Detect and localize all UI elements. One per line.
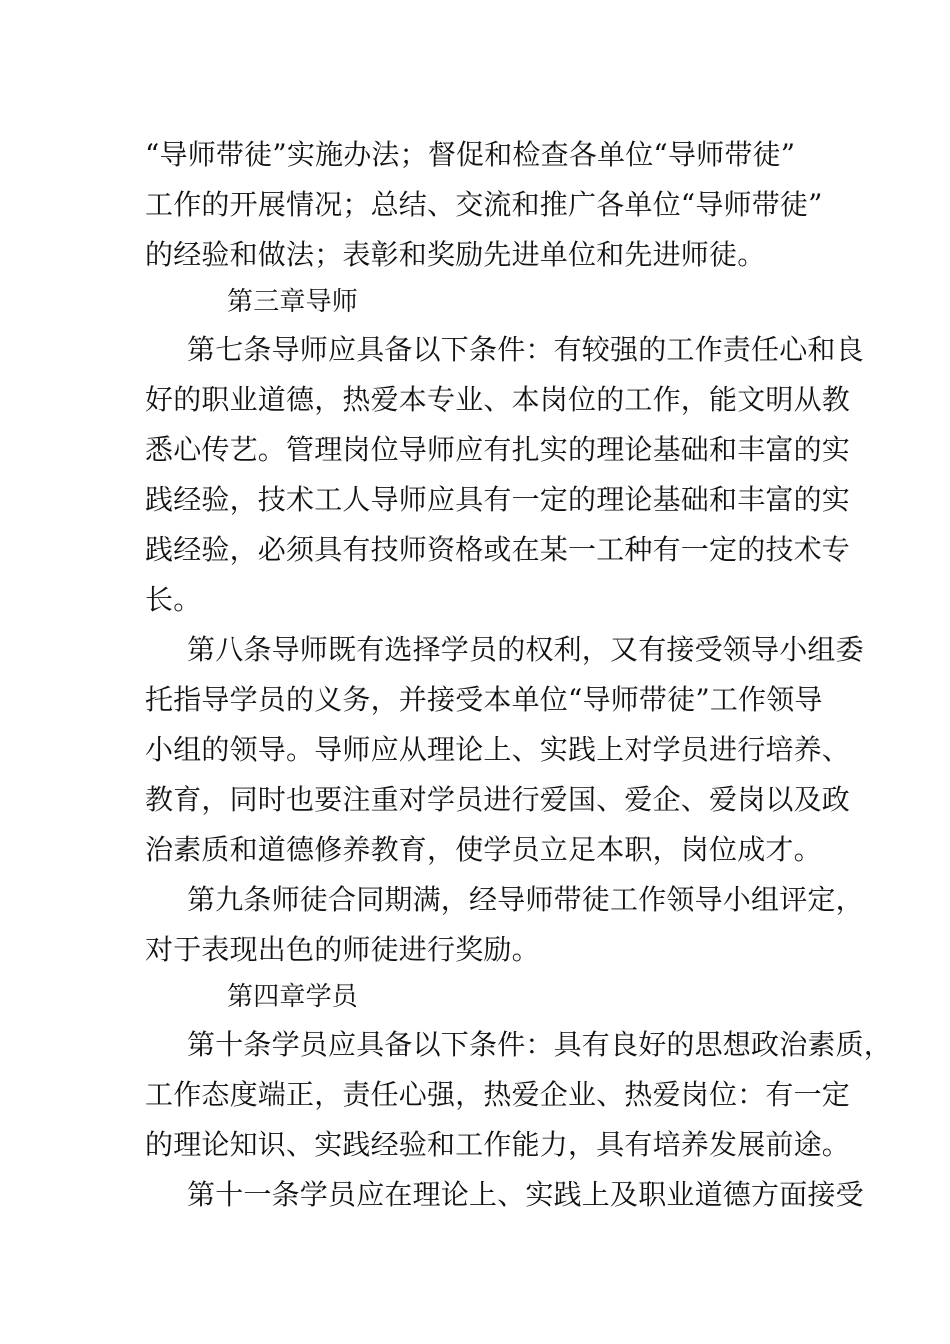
text-line: “导师带徒”实施办法；督促和检查各单位“导师带徒” [145,138,796,171]
text-line: 工作的开展情况；总结、交流和推广各单位“导师带徒” [145,188,823,221]
paragraph-start: 第十一条学员应在理论上、实践上及职业道德方面接受 [187,1178,864,1211]
text-line: 治素质和道德修养教育，使学员立足本职，岗位成才。 [145,833,822,866]
text-line: 的经验和做法；表彰和奖励先进单位和先进师徒。 [145,238,766,271]
text-line: 践经验，必须具有技师资格或在某一工种有一定的技术专 [145,533,851,566]
text-line: 好的职业道德，热爱本专业、本岗位的工作，能文明从教 [145,383,851,416]
text-line: 的理论知识、实践经验和工作能力，具有培养发展前途。 [145,1128,851,1161]
text-line: 践经验，技术工人导师应具有一定的理论基础和丰富的实 [145,483,851,516]
text-line: 对于表现出色的师徒进行奖励。 [145,933,540,966]
paragraph-start: 第七条导师应具备以下条件：有较强的工作责任心和良 [187,333,864,366]
text-line: 托指导学员的义务，并接受本单位“导师带徒”工作领导 [145,683,823,716]
chapter-heading: 第三章导师 [227,287,359,317]
text-line: 教育，同时也要注重对学员进行爱国、爱企、爱岗以及政 [145,783,851,816]
text-line: 工作态度端正，责任心强，热爱企业、热爱岗位：有一定 [145,1078,851,1111]
paragraph-start: 第八条导师既有选择学员的权利，又有接受领导小组委 [187,633,864,666]
text-line: 长。 [145,583,202,616]
text-line: 小组的领导。导师应从理论上、实践上对学员进行培养、 [145,733,851,766]
text-line: 悉心传艺。管理岗位导师应有扎实的理论基础和丰富的实 [145,433,851,466]
paragraph-start: 第十条学员应具备以下条件：具有良好的思想政治素质， [187,1028,893,1061]
paragraph-start: 第九条师徒合同期满，经导师带徒工作领导小组评定， [187,883,864,916]
chapter-heading: 第四章学员 [227,982,359,1012]
